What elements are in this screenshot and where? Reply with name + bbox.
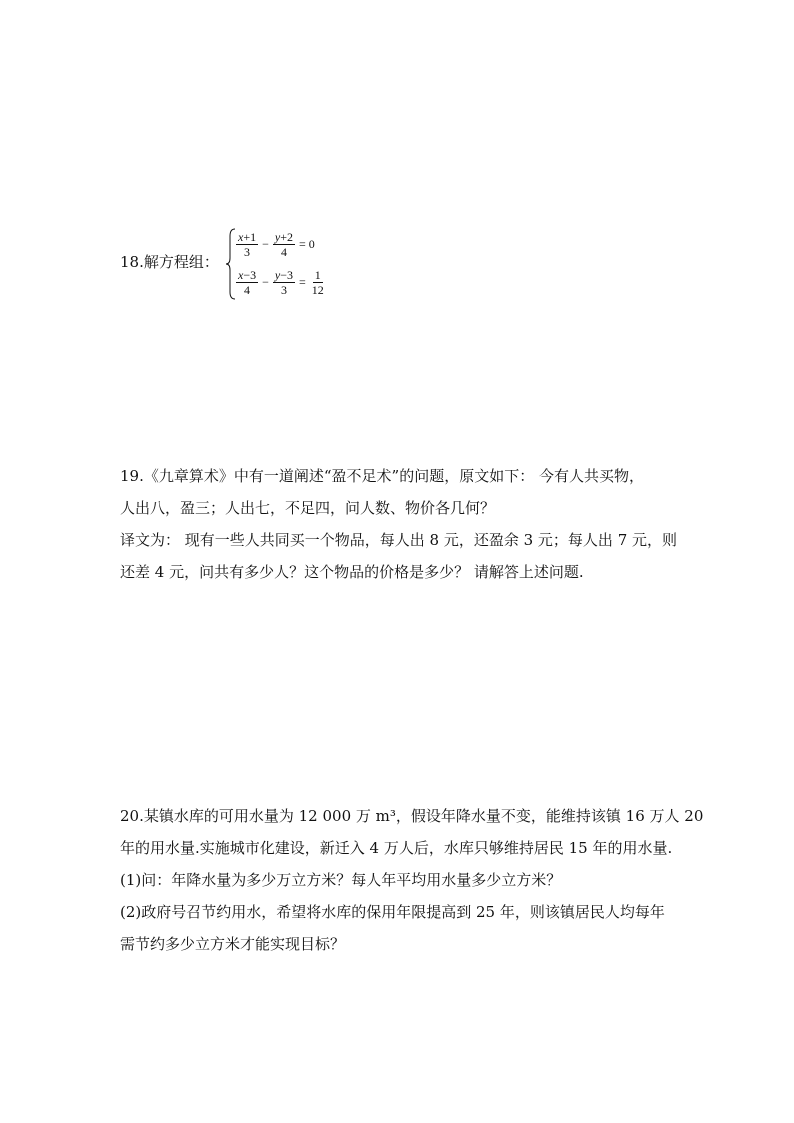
question-20-line: (2)政府号召节约用水，希望将水库的保用年限提高到 25 年，则该镇居民人均每年 [120, 903, 665, 921]
fraction-x-plus-1-over-3: $\frac{x+1}{3}$ [238, 229, 257, 259]
question-18-label: 18.解方程组： [120, 253, 219, 271]
question-18 [120, 226, 700, 306]
fraction-y-plus-2-over-4: $\frac{y+2}{4}$ [274, 229, 293, 259]
question-20 [120, 800, 704, 960]
minus-sign: − [262, 274, 269, 289]
minus-sign: − [262, 236, 269, 251]
question-19-line: 译文为： 现有一些人共同买一个物品，每人出 8 元，还盈余 3 元；每人出 7 元，则 [120, 531, 678, 549]
question-20-line: 20.某镇水库的可用水量为 12 000 万 m³，假设年降水量不变，能维持该镇 16 万人 20 [120, 807, 704, 825]
question-19-line: 人出八，盈三；人出七，不足四，问人数、物价各几何？ [120, 499, 496, 517]
question-19-line: 还差 4 元，问共有多少人？这个物品的价格是多少？ 请解答上述问题. [120, 563, 584, 581]
fraction-x-minus-3-over-4: $\frac{x-3}{4}$ [238, 267, 257, 297]
question-20-line: 需节约多少立方米才能实现目标？ [120, 935, 346, 953]
fraction-1-over-12: $\frac{1}{12}$ [311, 267, 324, 297]
question-20-line: 年的用水量.实施城市化建设，新迁入 4 万人后，水库只够维持居民 15 年的用水量. [120, 839, 673, 857]
equation-2 [234, 264, 328, 300]
equation-1 [234, 226, 317, 262]
equals-sign: = [299, 274, 306, 289]
fraction-y-minus-3-over-3: $\frac{y-3}{3}$ [274, 267, 293, 297]
equation-1-rhs: = 0 [299, 236, 315, 251]
question-20-line: (1)问：年降水量为多少万立方米？每人年平均用水量多少立方米？ [120, 871, 562, 889]
question-19-line: 19.《九章算术》中有一道阐述“盈不足术”的问题，原文如下： 今有人共买物， [120, 467, 644, 485]
question-19 [120, 460, 700, 588]
